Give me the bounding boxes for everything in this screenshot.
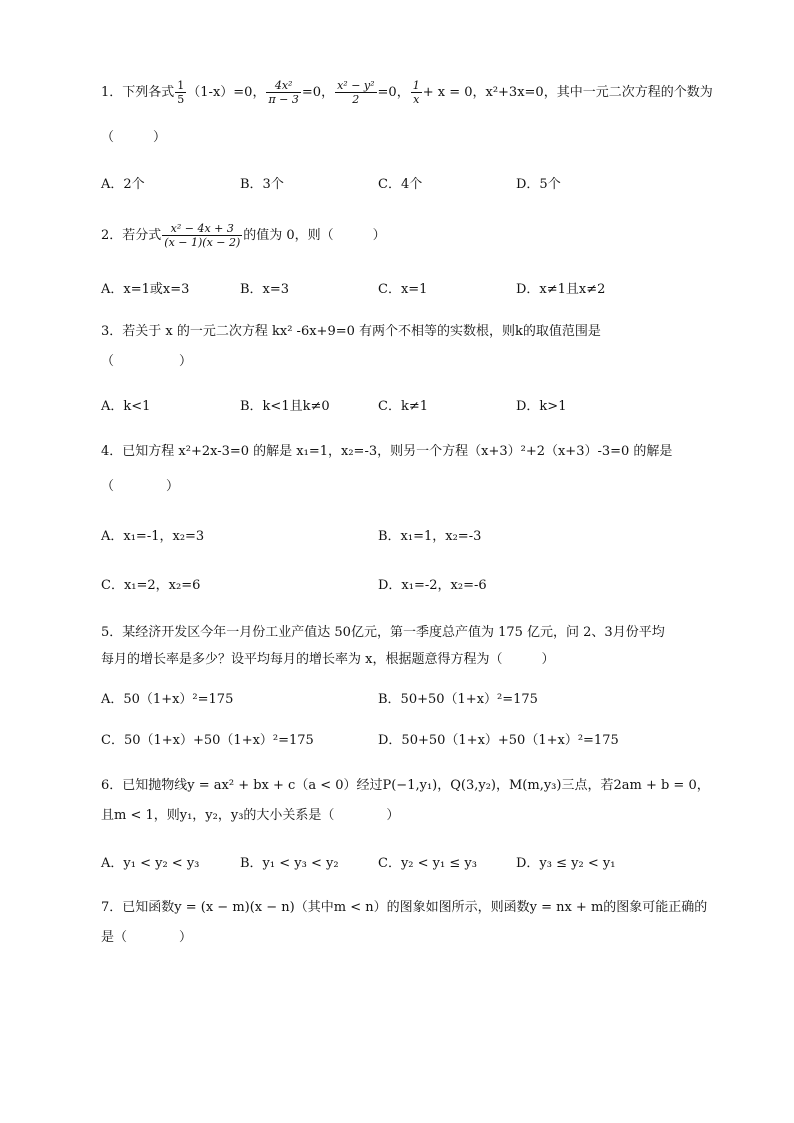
q5-option-c: C．50（1+x）+50（1+x）²=175 xyxy=(101,733,314,748)
q4-stem: 4．已知方程 x²+2x-3=0 的解是 x₁=1，x₂=-3，则另一个方程（x+3）²+2（x+3）-3=0 的解是 xyxy=(101,444,673,459)
q6-option-b: B．y₁ < y₃ < y₂ xyxy=(240,856,339,871)
q3-answer-paren: （ ） xyxy=(101,354,193,369)
q6-stem-line-1: 6．已知抛物线y = ax² + bx + c（a < 0）经过P(−1,y₁)，Q(3,y₂)，M(m,y₃)三点，若2am + b = 0， xyxy=(101,778,710,793)
q7-stem-line-2: 是（ ） xyxy=(101,930,193,945)
q1-fraction-1: $\frac{1}{5}$ xyxy=(177,79,185,106)
q2-option-b: B．x=3 xyxy=(240,282,290,297)
q1-answer-paren: （ ） xyxy=(101,130,167,145)
q6-stem-line-2: 且m < 1，则y₁，y₂，y₃的大小关系是（ ） xyxy=(101,808,400,823)
q1-option-c: C．4个 xyxy=(378,177,423,192)
q3-option-b: B．k<1且k≠0 xyxy=(240,399,330,414)
q6-option-d: D．y₃ ≤ y₂ < y₁ xyxy=(516,856,616,871)
q1-fraction-4: $\frac{1}{x}$ xyxy=(412,79,420,106)
q2-option-a: A．x=1或x=3 xyxy=(101,282,190,297)
q1-option-a: A．2个 xyxy=(101,177,145,192)
q4-option-a: A．x₁=-1，x₂=3 xyxy=(101,529,205,544)
q4-answer-paren: （ ） xyxy=(101,479,180,494)
q4-option-c: C．x₁=2，x₂=6 xyxy=(101,578,201,593)
q7-stem-line-1: 7．已知函数y = (x − m)(x − n)（其中m < n）的图象如图所示，则函数y = nx + m的图象可能正确的 xyxy=(101,900,708,915)
q2-option-d: D．x≠1且x≠2 xyxy=(516,282,606,297)
q6-option-a: A．y₁ < y₂ < y₃ xyxy=(101,856,200,871)
q4-option-b: B．x₁=1，x₂=-3 xyxy=(378,529,482,544)
q1-option-d: D．5个 xyxy=(516,177,561,192)
q3-option-c: C．k≠1 xyxy=(378,399,428,414)
q5-stem-line-1: 5．某经济开发区今年一月份工业产值达 50亿元，第一季度总产值为 175 亿元，问 2、3月份平均 xyxy=(101,625,665,640)
q2-stem: 2．若分式 $\frac{\text{x² − 4x + 3}}{(x - 1)(x - 2)}$ 的值为 0，则（ ） xyxy=(101,222,386,249)
q1-fraction-2: $\frac{\text{4x²}}{\pi - 3}$ xyxy=(268,79,299,106)
q5-option-a: A．50（1+x）²=175 xyxy=(101,692,234,707)
q3-option-a: A．k<1 xyxy=(101,399,151,414)
q5-option-d: D．50+50（1+x）+50（1+x）²=175 xyxy=(378,733,619,748)
q1-stem: 1．下列各式 $\frac{1}{5}$ （1-x）=0， $\frac{\text{4x²}}{\pi - 3}$ =0， $\frac{\text{x² − y²}}{2}$ =0， $\frac{1}{x}$ + x = 0，x²+3x=0，其中一元二次方程的个数为 xyxy=(101,79,713,106)
q2-option-c: C．x=1 xyxy=(378,282,428,297)
q5-option-b: B．50+50（1+x）²=175 xyxy=(378,692,538,707)
q1-option-b: B．3个 xyxy=(240,177,284,192)
q6-option-c: C．y₂ < y₁ ≤ y₃ xyxy=(378,856,477,871)
q3-option-d: D．k>1 xyxy=(516,399,567,414)
q5-stem-line-2: 每月的增长率是多少？设平均每月的增长率为 x，根据题意得方程为（ ） xyxy=(101,652,555,667)
q3-stem: 3．若关于 x 的一元二次方程 kx² -6x+9=0 有两个不相等的实数根，则k的取值范围是 xyxy=(101,324,601,339)
q2-fraction: $\frac{\text{x² − 4x + 3}}{(x - 1)(x - 2)}$ xyxy=(164,222,241,249)
q4-option-d: D．x₁=-2，x₂=-6 xyxy=(378,578,487,593)
q1-fraction-3: $\frac{\text{x² − y²}}{2}$ xyxy=(337,79,375,106)
